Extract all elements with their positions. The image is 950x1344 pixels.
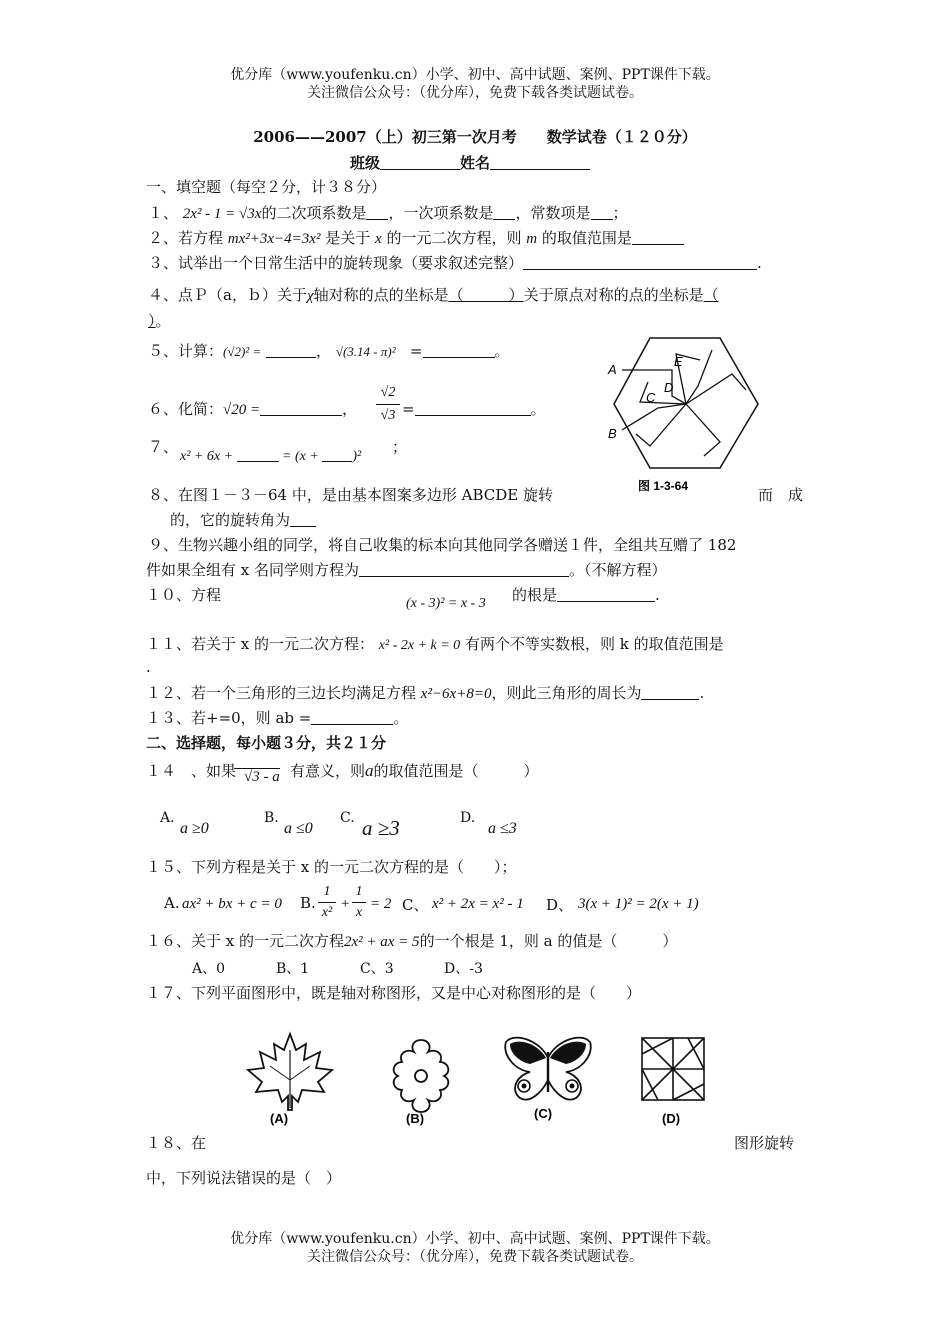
q14-option-d-label[interactable]: D. xyxy=(460,810,476,826)
q12-text-a: １２、若一个三角形的三边长均满足方程 xyxy=(146,684,421,702)
q17-figure-c[interactable] xyxy=(500,1028,596,1124)
q4-bracket-close[interactable]: ） xyxy=(148,312,156,330)
q16-option-d[interactable]: D、-3 xyxy=(444,961,483,977)
q13-blank[interactable] xyxy=(311,710,393,725)
question-6-cont xyxy=(402,398,546,420)
question-8-tail: 而 成 xyxy=(758,486,804,504)
q2-text-c: 的一元二次方程，则 xyxy=(381,229,527,247)
q1-text-c: ，常数项是 xyxy=(515,204,591,222)
q15-b-num-2: 1 xyxy=(355,884,363,899)
figure-label-b: B xyxy=(608,426,617,441)
question-15: １５、下列方程是关于 x 的一元二次方程的是（ ）； xyxy=(146,858,517,876)
q15-option-d-label[interactable]: D、 xyxy=(546,896,574,914)
question-18-line-2: 中，下列说法错误的是（ ） xyxy=(146,1169,342,1187)
q11-formula: x² - 2x + k = 0 xyxy=(378,638,461,653)
q15-b-num-1: 1 xyxy=(323,884,331,899)
q1-text-b: ，一次项系数是 xyxy=(388,204,494,222)
butterfly-icon xyxy=(505,1038,591,1100)
q3-end: . xyxy=(757,254,762,272)
question-17: １７、下列平面图形中，既是轴对称图形，又是中心对称图形的是（ ） xyxy=(146,984,642,1002)
question-10-tail xyxy=(512,584,660,606)
q15-option-b-frac-2[interactable] xyxy=(352,884,366,921)
figure-label-e: E xyxy=(674,354,683,369)
question-12 xyxy=(146,682,704,705)
footer-line-2: 关注微信公众号：（优分库），免费下载各类试题试卷。 xyxy=(307,1249,643,1265)
q11-text-a: １１、若关于 x 的一元二次方程： xyxy=(146,635,374,653)
figure-1-3-64 xyxy=(600,330,775,500)
question-13 xyxy=(146,707,408,729)
q17-label-d: (D) xyxy=(662,1111,681,1126)
q6-text: ６、化简： xyxy=(148,400,224,418)
q15-b-plus: + xyxy=(340,896,351,912)
maple-leaf-icon xyxy=(248,1034,332,1110)
q1-blank-2[interactable] xyxy=(493,205,515,220)
q6-end: 。 xyxy=(530,400,546,418)
q10-end: . xyxy=(655,586,660,604)
q7-formula-b: = (x + xyxy=(282,449,319,464)
q2-blank[interactable] xyxy=(632,230,684,245)
q17-label-b: (B) xyxy=(406,1111,425,1126)
q9-blank[interactable] xyxy=(359,562,569,577)
q3-text: ３、试举出一个日常生活中的旋转现象（要求叙述完整） xyxy=(148,254,524,272)
q14-option-d[interactable]: a ≤3 xyxy=(488,820,517,837)
question-5 xyxy=(148,340,510,363)
q2-var-m: m xyxy=(526,231,538,247)
q4-blank-1[interactable]: （ ） xyxy=(448,286,524,304)
q2-text-a: ２、若方程 xyxy=(148,229,228,247)
q11-text-b: 有两个不等实数根，则 k 的取值范围是 xyxy=(464,635,724,653)
q14-option-b[interactable]: a ≤0 xyxy=(284,820,313,837)
q1-text-a: 的二次项系数是 xyxy=(261,204,367,222)
q15-b-den-2: x xyxy=(355,905,363,920)
q6-eq: = xyxy=(402,400,415,418)
question-9-line-1: ９、生物兴趣小组的同学，将自己收集的标本向其他同学各赠送１件，全组共互赠了 182 xyxy=(148,536,737,554)
q13-end: 。 xyxy=(393,709,409,727)
question-4-cont xyxy=(148,310,171,332)
footer-line-1: 优分库（www.youfenku.cn）小学、初中、高中试题、案例、PPT课件下载。 xyxy=(230,1231,720,1247)
q6-sep: ， xyxy=(342,400,358,418)
q1-blank-1[interactable] xyxy=(366,205,388,220)
q4-var: χ xyxy=(306,288,314,304)
question-18-tail: 图形旋转 xyxy=(734,1134,795,1152)
q6-blank-1[interactable] xyxy=(260,401,342,416)
q4-end: 。 xyxy=(155,312,171,330)
figure-label-a: A xyxy=(608,362,617,377)
question-2 xyxy=(148,227,684,250)
q5-blank-1[interactable] xyxy=(266,343,316,358)
question-9-line-2 xyxy=(146,559,667,581)
q7-formula-a: x² + 6x + xyxy=(180,449,234,464)
q16-option-c[interactable]: C、3 xyxy=(360,961,394,977)
q10-formula: (x - 3)² = x - 3 xyxy=(406,596,486,611)
question-7-num: ７、 xyxy=(148,438,179,456)
q7-end: ； xyxy=(392,438,408,456)
question-11-line-2: . xyxy=(146,658,151,676)
q14-option-a[interactable]: a ≥0 xyxy=(180,820,209,837)
q17-figure-d[interactable] xyxy=(634,1030,724,1126)
question-8-line-1: ８、在图１－３－64 中，是由基本图案多边形 ABCDE 旋转 xyxy=(148,486,553,504)
q6-numerator: √2 xyxy=(380,385,396,400)
q15-option-d[interactable]: 3(x + 1)² = 2(x + 1) xyxy=(578,896,699,912)
class-blank[interactable] xyxy=(380,155,460,170)
q10-blank[interactable] xyxy=(557,587,655,602)
q15-option-b-label[interactable]: B. xyxy=(300,894,316,912)
q12-blank[interactable] xyxy=(641,685,699,700)
question-14-tail xyxy=(290,760,539,782)
q5-formula-2: √(3.14 - π)² xyxy=(335,344,396,359)
question-11 xyxy=(146,633,724,657)
name-label: 姓名 xyxy=(460,154,491,172)
question-16 xyxy=(146,930,677,953)
question-1: １、 2x² - 1 = √3x的二次项系数是 ，一次项系数是 ，常数项是 ； xyxy=(148,204,628,222)
q2-text-b: 是关于 xyxy=(320,229,375,247)
q12-end: . xyxy=(699,684,705,702)
q4-bracket-open[interactable]: （ xyxy=(703,286,719,304)
question-14 xyxy=(146,760,236,782)
q8-text-c: 的，它的旋转角为 xyxy=(170,511,291,529)
q15-option-a[interactable]: ax² + bx + c = 0 xyxy=(182,896,282,912)
question-6 xyxy=(148,398,357,421)
q6-denominator: √3 xyxy=(380,408,396,423)
pinwheel-icon xyxy=(642,1038,704,1100)
q15-option-b-frac-1[interactable] xyxy=(318,884,336,921)
q5-end: 。 xyxy=(494,342,510,360)
q16-formula: 2x² + ax = 5 xyxy=(344,934,420,950)
q4-text-b: 轴对称的点的坐标是 xyxy=(313,286,449,304)
q6-fraction xyxy=(376,384,400,425)
section1-heading: 一、填空题（每空２分，计３８分） xyxy=(146,178,387,196)
q16-option-a[interactable]: A、0 xyxy=(192,961,226,977)
q4-text-a: ４、点Ｐ（a，ｂ）关于 xyxy=(148,286,307,304)
snowflake-icon xyxy=(394,1040,449,1112)
q16-text-a: １６、关于 x 的一元二次方程 xyxy=(146,932,344,950)
q14-var: a xyxy=(365,761,374,780)
q15-b-bar-1 xyxy=(318,902,336,903)
q15-option-c-label[interactable]: C、 xyxy=(402,896,429,914)
figure-caption: 图 1-3-64 xyxy=(638,479,689,493)
q15-b-den-1: x² xyxy=(321,905,333,920)
q9-text-a: 件如果全组有 x 名同学则方程为 xyxy=(146,561,359,579)
q14-text-c: 的取值范围是（ ） xyxy=(373,762,539,780)
q6-blank-2[interactable] xyxy=(415,401,531,416)
figure-label-c: C xyxy=(646,390,656,405)
q14-option-c-label[interactable]: C. xyxy=(340,810,355,826)
q17-figure-a[interactable] xyxy=(240,1030,340,1126)
q17-label-c: (C) xyxy=(534,1106,553,1121)
q14-option-c[interactable]: a ≥3 xyxy=(362,816,400,840)
question-10-num: １０、方程 xyxy=(146,586,222,604)
q7-blank-1[interactable] xyxy=(237,447,279,462)
q3-blank[interactable] xyxy=(523,255,757,270)
figure-label-d: D xyxy=(664,380,674,395)
q2-formula: mx²+3x−4=3x² xyxy=(227,231,321,247)
q1-formula: 2x² - 1 = √3x xyxy=(182,206,262,222)
name-blank[interactable] xyxy=(490,155,590,170)
class-label: 班级 xyxy=(350,154,381,172)
q2-text-d: 的取值范围是 xyxy=(537,229,632,247)
question-18-line-1: １８、在 xyxy=(146,1134,207,1152)
exam-title: 2006——2007（上）初三第一次月考 数学试卷（１２０分） xyxy=(253,128,697,146)
q15-option-c[interactable]: x² + 2x = x² - 1 xyxy=(432,896,524,912)
q14-text-a: １４ 、如果 xyxy=(146,762,237,780)
pinwheel-blades xyxy=(622,350,746,456)
q12-formula: x²−6x+8=0 xyxy=(420,686,492,702)
q5-text: ５、计算： xyxy=(148,342,224,360)
question-7-formula xyxy=(180,447,361,465)
q16-option-b[interactable]: B、1 xyxy=(276,961,310,977)
q15-b-tail: = 2 xyxy=(370,896,392,912)
q5-formula-1: (√2)² = xyxy=(223,344,262,359)
q1-text-d: ； xyxy=(612,204,628,222)
q14-text-b: 有意义，则 xyxy=(290,762,366,780)
section2-heading: 二、选择题，每小题３分，共２１分 xyxy=(146,734,387,752)
q6-fraction-bar xyxy=(376,404,400,405)
q5-eq: = xyxy=(409,342,423,360)
q9-text-b: 。（不解方程） xyxy=(569,561,667,579)
question-8-line-2 xyxy=(170,509,316,531)
q17-figure-b[interactable] xyxy=(376,1030,466,1126)
q5-blank-2[interactable] xyxy=(423,343,495,358)
question-4 xyxy=(148,284,719,307)
header-line-1: 优分库（www.youfenku.cn）小学、初中、高中试题、案例、PPT课件下载。 xyxy=(230,67,720,83)
q12-text-b: ，则此三角形的周长为 xyxy=(491,684,642,702)
q16-text-b: 的一个根是 1，则 a 的值是（ ） xyxy=(419,932,678,950)
q10-text-b: 的根是 xyxy=(512,586,558,604)
class-name-line xyxy=(350,152,590,173)
q1-blank-3[interactable] xyxy=(591,205,613,220)
q14-option-b-label[interactable]: B. xyxy=(264,810,279,826)
q7-blank-2[interactable] xyxy=(322,447,352,462)
q5-sep: ， xyxy=(316,342,332,360)
q13-text: １３、若+=0，则 ab = xyxy=(146,709,312,727)
q6-formula-1: √20 = xyxy=(223,402,261,418)
q14-formula: √3 - a xyxy=(234,768,280,786)
question-3 xyxy=(148,252,762,274)
q15-b-bar-2 xyxy=(352,902,366,903)
q2-var-x: x xyxy=(375,231,382,247)
header-line-2: 关注微信公众号：（优分库），免费下载各类试题试卷。 xyxy=(307,85,643,101)
q15-option-a-label[interactable]: A. xyxy=(164,894,180,912)
q14-option-a-label[interactable]: A. xyxy=(160,810,175,826)
q8-blank[interactable] xyxy=(290,512,316,527)
q7-formula-c: )² xyxy=(352,449,362,464)
q17-label-a: (A) xyxy=(270,1111,289,1126)
q4-text-c: 关于原点对称的点的坐标是 xyxy=(523,286,704,304)
